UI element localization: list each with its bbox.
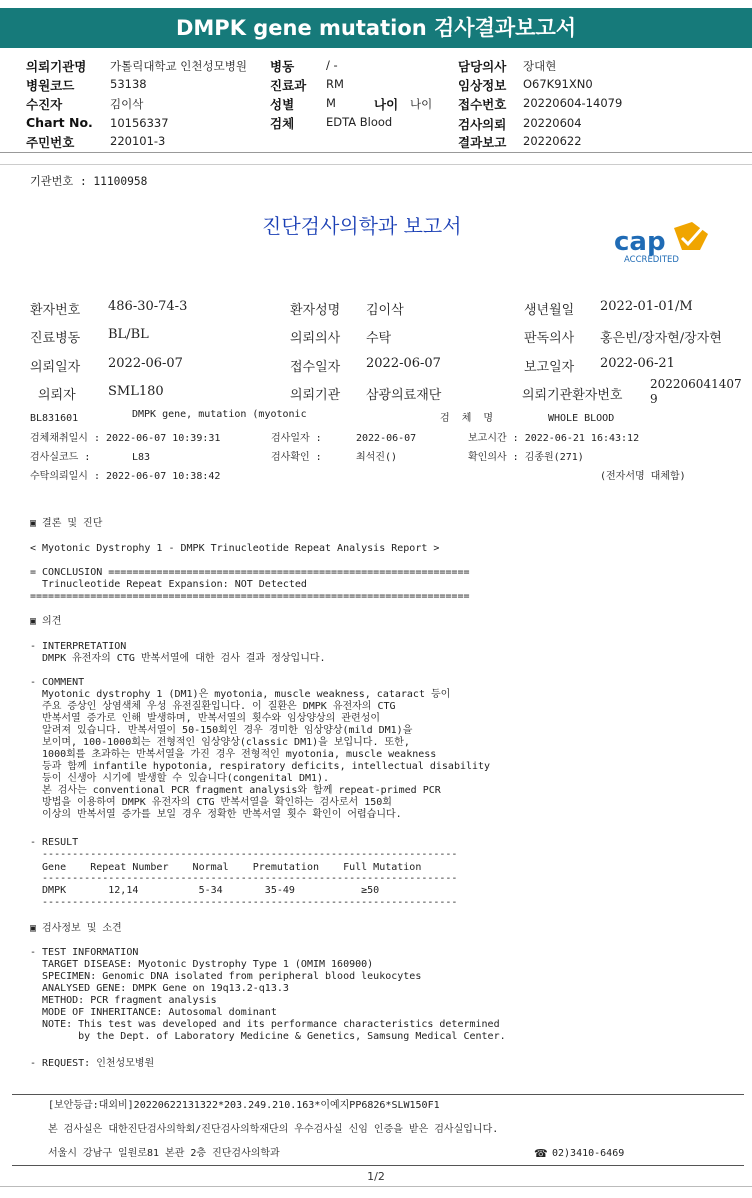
hdr-val-sex: M [326,96,336,110]
section-test-info-heading: ▣ 검사정보 및 소견 [30,923,122,934]
result-table-header: Gene Repeat Number Normal Premutation Full Mutation [30,862,422,873]
hdr-label-request-date: 검사의뢰 [458,117,507,132]
result-table-row: DMPK 12,14 5-34 35-49 ≥50 [30,885,380,896]
hdr-val-rrn: 220101-3 [110,134,166,148]
comment-line: 반복서열 증가로 인해 발생하며, 반복서열의 횟수와 임상양상의 관련성이 [30,713,381,724]
test-info-line: TARGET DISEASE: Myotonic Dystrophy Type 1 (OMIM 160900) [30,959,374,970]
test-date-value: 2022-06-07 [356,433,417,444]
pt-label-requester: 의뢰자 [38,388,76,403]
test-info-line: - TEST INFORMATION [30,947,139,958]
comment-line: 보이며, 100-1000회는 전형적인 임상양상(classic DM1)을 보입니다. 또한, [30,737,410,748]
pt-label-number: 환자번호 [30,303,81,318]
pt-label-ref-doc: 의뢰의사 [290,331,341,346]
pt-label-org-pt-no: 의뢰기관환자번호 [522,388,623,403]
pt-label-req-date: 의뢰일자 [30,360,81,375]
cap-logo-icon [612,220,712,270]
pt-val-reader: 홍은빈/장자현/장자현 [600,331,722,346]
result-rule-mid: --------------------------------------------------------------------- [30,873,458,884]
lab-code-label: 검사실코드 : [30,452,91,463]
hdr-val-chart: 10156337 [110,116,169,130]
conclusion-head: = CONCLUSION ============================================================ [30,567,470,578]
section-opinion-heading: ▣ 의견 [30,616,62,627]
hdr-val-doctor: 장대현 [523,59,557,73]
hdr-label-specimen: 검체 [270,116,295,131]
hdr-val-dept: RM [326,77,344,91]
test-confirm-label: 검사확인 : [271,452,322,463]
hdr-label-hospital: 의뢰기관명 [26,59,87,74]
hdr-val-report-date: 20220622 [523,134,582,148]
page-number: 1/2 [367,1170,385,1183]
cap-accredited-text: ACCREDITED [624,255,679,265]
hdr-label-rrn: 주민번호 [26,135,75,150]
result-rule-bottom: --------------------------------------------------------------------- [30,897,458,908]
pt-val-org-pt-no: 202206041407 [650,377,742,391]
hdr-val-request-date: 20220604 [523,116,582,130]
pt-val-number: 486-30-74-3 [108,299,188,314]
pt-val-requester: SML180 [108,384,164,399]
pt-val-req-org: 삼광의료재단 [366,388,442,403]
request-line: - REQUEST: 인천성모병원 [30,1058,155,1069]
specimen-name-value: WHOLE BLOOD [548,413,615,424]
pt-label-reader: 판독의사 [524,331,575,346]
hdr-label-accession: 접수번호 [458,97,507,112]
comment-line: 등이 신생아 시기에 발생할 수 있습니다(congenital DM1). [30,773,330,784]
comment-line: 1000회를 초과하는 반복서열을 가진 경우 전형적인 myotonia, muscle weakness [30,749,437,760]
comment-line: 등과 함께 infantile hypotonia, respiratory deficits, intellectual disability [30,761,491,772]
pt-val-name: 김이삭 [366,303,404,318]
test-info-line: METHOD: PCR fragment analysis [30,995,217,1006]
test-info-line: NOTE: This test was developed and its performance characteristics determined [30,1019,500,1030]
test-code: BL831601 [30,413,79,424]
report-title: 진단검사의학과 보고서 [262,214,462,238]
address-line: 서울시 강남구 일원로81 본관 2층 진단검사의학과 [48,1148,280,1159]
result-rule-top: --------------------------------------------------------------------- [30,849,458,860]
hdr-val-age: 나이 [410,97,433,111]
pt-label-rep-date: 보고일자 [524,360,575,375]
e-signature-note: (전자서명 대체함) [600,471,686,482]
pt-label-recv-date: 접수일자 [290,360,341,375]
pt-val-dob: 2022-01-01/M [600,299,693,314]
result-head: - RESULT [30,837,79,848]
hdr-val-ward: / - [326,58,338,72]
test-info-line: by the Dept. of Laboratory Medicine & Genetics, Samsung Medical Center. [30,1031,506,1042]
test-info-line: ANALYSED GENE: DMPK Gene on 19q13.2-q13.3 [30,983,289,994]
hdr-label-clinical: 임상정보 [458,78,507,93]
specimen-name-label: 검 체 명 [440,413,494,424]
report-name: < Myotonic Dystrophy 1 - DMPK Trinucleotide Repeat Analysis Report > [30,543,440,554]
referral-datetime: 수탁의뢰일시 : 2022-06-07 10:38:42 [30,471,221,482]
phone-number: 02)3410-6469 [552,1148,625,1159]
pt-val-ref-doc: 수탁 [366,331,392,346]
hdr-val-patient: 김이삭 [110,97,144,111]
pt-val-org-pt-no-cont: 9 [650,392,658,406]
test-info-line: SPECIMEN: Genomic DNA isolated from peripheral blood leukocytes [30,971,422,982]
hdr-label-hospital-code: 병원코드 [26,78,75,93]
report-time: 보고시간 : 2022-06-21 16:43:12 [468,433,640,444]
report-footer [12,1094,744,1166]
test-info-line: MODE OF INHERITANCE: Autosomal dominant [30,1007,277,1018]
page-bottom-line [0,1186,752,1187]
pt-label-name: 환자성명 [290,303,341,318]
pt-val-recv-date: 2022-06-07 [366,356,441,371]
comment-line: 방법을 이용하여 DMPK 유전자의 CTG 반복서열을 확인하는 검사로서 150회 [30,797,392,808]
comment-line: 이상의 반복서열 증가를 보일 경우 정확한 반복서열 횟수 확인이 어렵습니다. [30,809,402,820]
conclusion-rule: ========================================================================= [30,591,470,602]
pt-val-rep-date: 2022-06-21 [600,356,675,371]
hdr-val-hospital-code: 53138 [110,77,147,91]
lab-code-value: L83 [132,452,151,463]
test-confirm-value: 최석진() [356,452,398,463]
interpretation-text: DMPK 유전자의 CTG 반복서열에 대한 검사 결과 정상입니다. [30,653,326,664]
security-line: [보안등급:대외비]20220622131322*203.249.210.163*이예지PP6826*SLW150F1 [48,1100,440,1111]
hdr-label-patient: 수진자 [26,97,63,112]
hdr-val-specimen: EDTA Blood [326,115,393,129]
pt-label-req-org: 의뢰기관 [290,388,341,403]
pt-label-dob: 생년월일 [524,303,575,318]
pt-val-req-date: 2022-06-07 [108,356,183,371]
comment-line: 본 검사는 conventional PCR fragment analysis와 함께 repeat-primed PCR [30,785,441,796]
section-conclusion-heading: ▣ 결론 및 진단 [30,518,103,529]
hdr-label-chart: Chart No. [26,115,93,130]
comment-head: - COMMENT [30,677,85,688]
collection-datetime: 검체채취일시 : 2022-06-07 10:39:31 [30,433,221,444]
test-name: DMPK gene, mutation (myotonic [132,409,307,420]
phone-icon: ☎ [534,1147,548,1160]
comment-line: Myotonic dystrophy 1 (DM1)은 myotonia, muscle weakness, cataract 등이 [30,689,451,700]
test-date-label: 검사일자 : [271,433,322,444]
report-header-title: DMPK gene mutation 검사결과보고서 [0,8,752,48]
interpretation-head: - INTERPRETATION [30,641,127,652]
certification-line: 본 검사실은 대한진단검사의학회/진단검사의학재단의 우수검사실 신임 인증을 받은 검사실입니다. [48,1124,499,1135]
hdr-label-ward: 병동 [270,59,295,74]
comment-line: 알려져 있습니다. 반복서열이 50-150회인 경우 경미한 임상양상(mild DM1)을 [30,725,413,736]
cap-accredited-logo [612,220,712,270]
comment-line: 주요 증상인 상염색체 우성 유전질환입니다. 이 질환은 DMPK 유전자의 CTG [30,701,396,712]
header-divider [0,152,752,153]
hdr-label-age: 나이 [374,97,399,112]
institution-number: 기관번호 : 11100958 [30,175,148,188]
hdr-label-dept: 진료과 [270,78,307,93]
hdr-label-doctor: 담당의사 [458,59,507,74]
hdr-val-clinical: O67K91XN0 [523,77,593,91]
header-divider-2 [0,164,752,165]
svg-text:cap: cap [614,227,666,257]
hdr-label-sex: 성별 [270,97,295,112]
pt-val-ward: BL/BL [108,327,149,342]
hdr-val-accession: 20220604-14079 [523,96,623,110]
hdr-val-hospital: 가톨릭대학교 인천성모병원 [110,59,247,73]
pt-label-ward: 진료병동 [30,331,81,346]
conclusion-text: Trinucleotide Repeat Expansion: NOT Detected [30,579,307,590]
confirming-doctor: 확인의사 : 김종원(271) [468,452,584,463]
hdr-label-report-date: 결과보고 [458,135,507,150]
